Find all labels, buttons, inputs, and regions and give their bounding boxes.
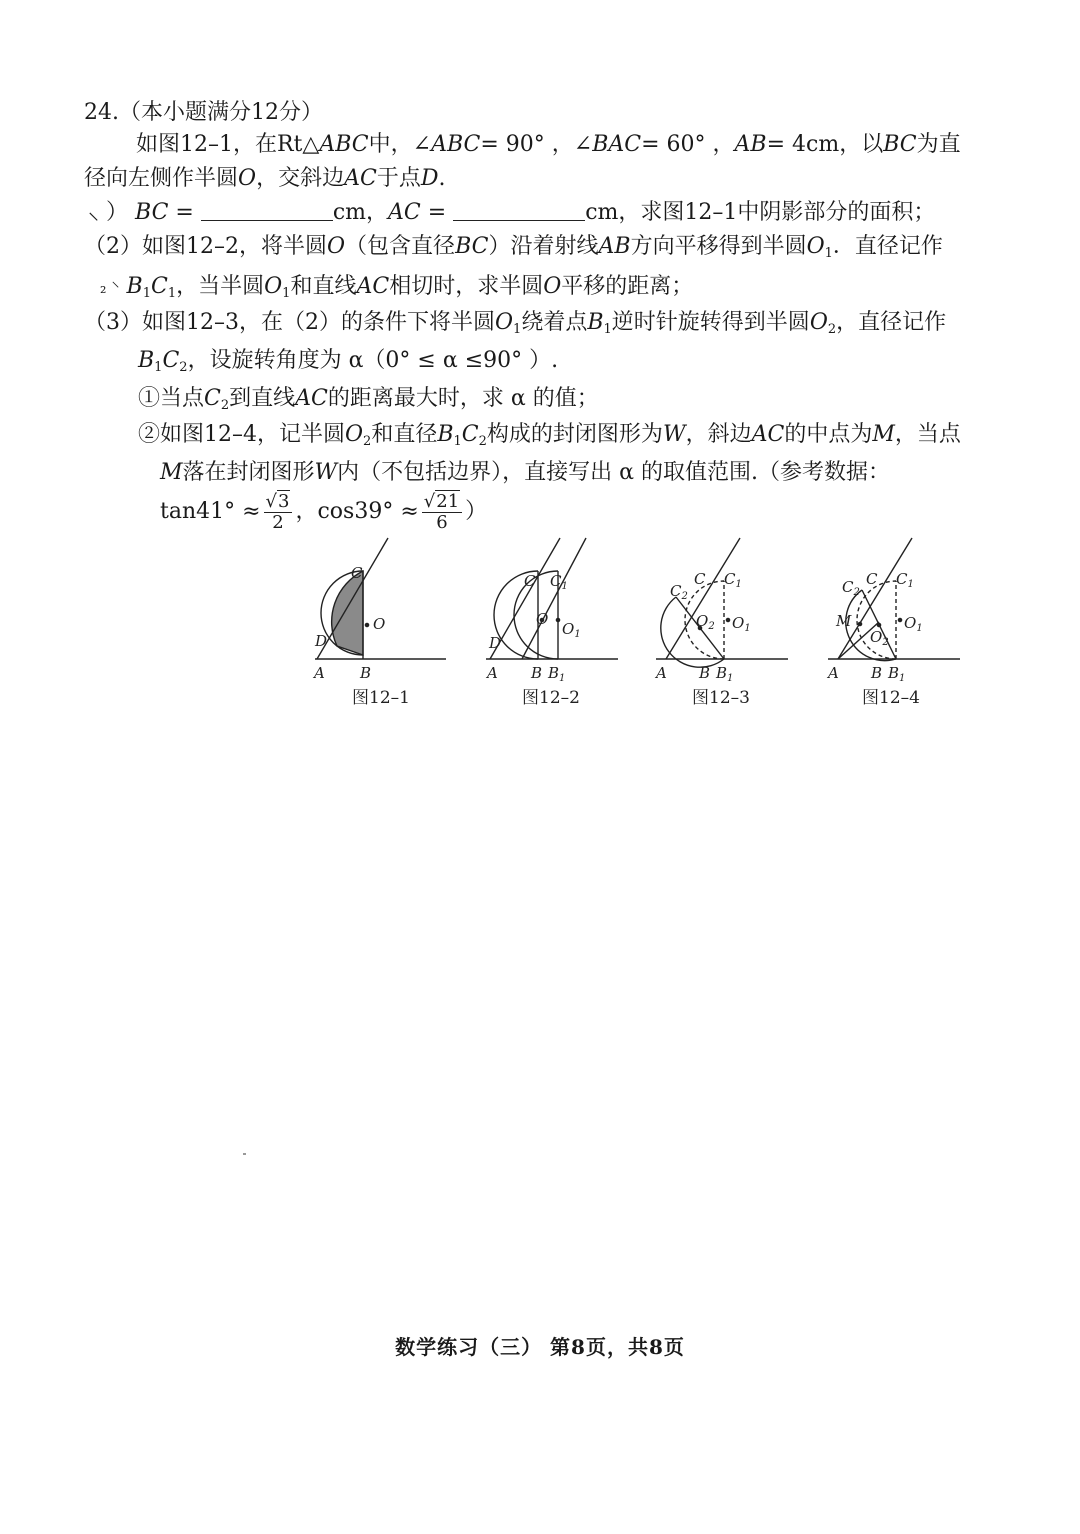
question-2-line-1 [84, 232, 943, 262]
text: . [438, 166, 446, 191]
label-c2: $C_2$ [842, 578, 860, 598]
label-d: D [489, 634, 502, 652]
label-c: C [866, 570, 878, 588]
text: 为直 [916, 132, 961, 157]
intro-line-2 [84, 164, 445, 194]
subscript: 2 [179, 360, 188, 375]
label-a: A [314, 664, 325, 682]
text: 方向平移得到半圆 [630, 234, 807, 259]
subscript: 2 [478, 434, 487, 449]
var-w: W [314, 460, 338, 485]
figure-12-1 [312, 538, 446, 708]
center-o1 [898, 618, 901, 621]
var-bac: BAC [592, 132, 642, 157]
var-c2: C [461, 422, 479, 447]
text: ）沿着射线 [488, 234, 599, 259]
var-o: O [543, 274, 562, 299]
var-m: M [872, 422, 895, 447]
question-1-mark: ⸜ ） [88, 200, 128, 225]
var-c1: C [150, 274, 168, 299]
question-1 [88, 198, 935, 228]
text: 内（不包括边界），直接写出 α 的取值范围.（参考数据： [337, 460, 891, 485]
var-c2: C [204, 386, 221, 411]
label-o1: $O_1$ [732, 614, 751, 634]
var-c2: C [162, 348, 180, 373]
center-o2 [877, 623, 880, 626]
page-footer: 数学练习（三） 第8页，共8页 [395, 1335, 685, 1359]
subscript: 2 [363, 434, 372, 449]
text: ．直径记作 [832, 234, 943, 259]
var-m: M [160, 460, 183, 485]
problem-header [84, 98, 323, 128]
var-b1: B [126, 274, 143, 299]
fraction-sqrt21-over-6: $\frac{√21}{6}$ [422, 492, 462, 533]
figure-12-3 [654, 538, 788, 708]
label-o1: $O_1$ [562, 620, 581, 640]
label-a: A [487, 664, 498, 682]
reference-data-line [160, 490, 487, 534]
question-3-line-2 [138, 346, 558, 376]
text: ，cos39° ≈ [295, 499, 419, 524]
text: 构成的封闭图形为 [486, 422, 663, 447]
text: ，直径记作 [836, 310, 947, 335]
center-o1 [726, 618, 729, 621]
subscript: 1 [824, 246, 833, 261]
fraction-sqrt3-over-2: $\frac{√3}{2}$ [264, 492, 293, 533]
var-b1: B [138, 348, 155, 373]
text: 径向左侧作半圆 [84, 166, 239, 191]
subscript: 2 [827, 322, 837, 337]
label-c: C [351, 564, 363, 582]
subscript: 1 [603, 322, 612, 337]
answer-blank-ac[interactable] [453, 200, 585, 221]
text: cm， [332, 200, 389, 225]
label-c: C [694, 570, 706, 588]
var-bc: BC [883, 132, 917, 157]
figure-12-2 [485, 538, 618, 708]
label-b: B [871, 664, 883, 682]
question-3-part-2-line-1 [138, 420, 961, 450]
text: 相切时，求半圆 [389, 274, 544, 299]
problem-number: 24. [84, 100, 119, 125]
problem-score: （本小题满分12分） [119, 100, 323, 125]
label-o2: $O_2$ [696, 612, 715, 632]
text: = 4cm，以 [766, 132, 884, 157]
intro-line-1 [136, 130, 961, 160]
text: ，当点 [894, 422, 961, 447]
text: cm，求图12–1中阴影部分的面积； [585, 200, 936, 225]
question-3-part-1 [138, 384, 599, 414]
text: ，当半圆 [176, 274, 265, 299]
fraction-numerator: 3 [278, 490, 290, 512]
line-parallel [522, 538, 586, 659]
text: 绕着点 [521, 310, 588, 335]
label-a: A [828, 664, 839, 682]
text: ①当点 [138, 386, 205, 411]
var-ab: AB [734, 132, 767, 157]
text: 和直线 [290, 274, 357, 299]
question-2-line-2 [100, 272, 693, 303]
text: = 60° ， [641, 132, 735, 157]
var-bc: BC [135, 200, 169, 225]
label-o: O [536, 610, 549, 628]
text: 中，∠ [368, 132, 432, 157]
text: （2）如图12–2，将半圆 [84, 234, 327, 259]
text: = [168, 200, 201, 225]
text: ） [465, 499, 488, 524]
var-b1: B [437, 422, 454, 447]
var-ac: AC [344, 166, 377, 191]
var-ac: AC [295, 386, 328, 411]
var-o: O [238, 166, 257, 191]
var-abc: ABC [431, 132, 481, 157]
var-ac: AC [388, 200, 421, 225]
text: = [420, 200, 454, 225]
subscript: 1 [282, 286, 291, 301]
text: = 90° ，∠ [480, 132, 593, 157]
text: ②如图12–4，记半圆 [138, 422, 345, 447]
var-o1: O [806, 234, 825, 259]
label-b: B [531, 664, 543, 682]
subscript: 1 [142, 286, 151, 301]
label-c1: $C_1$ [724, 570, 742, 590]
figures-row [300, 534, 980, 714]
point-m [858, 622, 861, 625]
label-c1: $C_1$ [550, 572, 568, 592]
subscript: 1 [513, 322, 522, 337]
var-o1: O [495, 310, 514, 335]
fraction-denominator: 2 [272, 511, 284, 533]
text: （包含直径 [345, 234, 456, 259]
figures-svg [300, 534, 980, 714]
text: 落在封闭图形 [182, 460, 315, 485]
var-b1: B [587, 310, 604, 335]
question-3-part-2-line-2 [160, 458, 890, 488]
answer-blank-bc[interactable] [201, 200, 333, 221]
var-ac: AC [751, 422, 785, 447]
label-b: B [699, 664, 711, 682]
text: 逆时针旋转得到半圆 [611, 310, 810, 335]
label-a: A [656, 664, 667, 682]
label-c1: $C_1$ [896, 570, 914, 590]
center-o [365, 623, 368, 626]
text: ，交斜边 [256, 166, 345, 191]
label-b1: $B_1$ [888, 664, 906, 684]
shaded-region [332, 571, 363, 655]
label-c: C [524, 572, 536, 590]
semicircle-o2 [846, 590, 896, 661]
subscript: 1 [453, 434, 462, 449]
scan-speck [243, 1153, 246, 1155]
text: 如图12–1，在Rt△ [136, 132, 320, 157]
text: ，斜边 [685, 422, 752, 447]
text: tan41° ≈ [160, 499, 261, 524]
label-o: O [373, 615, 386, 633]
fraction-numerator: 21 [436, 490, 460, 512]
label-o1: $O_1$ [904, 614, 923, 634]
label-b1: $B_1$ [716, 664, 734, 684]
text: 和直径 [371, 422, 438, 447]
label-o2: $O_2$ [870, 628, 889, 648]
fraction-denominator: 6 [436, 511, 448, 533]
label-b: B [360, 664, 372, 682]
var-o2: O [809, 310, 828, 335]
text: 的中点为 [784, 422, 873, 447]
var-d: D [420, 166, 439, 191]
var-bc: BC [455, 234, 489, 259]
subscript: 1 [154, 360, 163, 375]
semicircle-o2 [661, 597, 724, 667]
center-o1 [556, 618, 559, 621]
question-2-mark: ₂ ⸌ [100, 278, 120, 297]
label-c2: $C_2$ [670, 582, 688, 602]
question-3-line-1 [84, 308, 946, 338]
subscript: 1 [167, 286, 177, 301]
label-b1: $B_1$ [548, 664, 566, 684]
var-abc: ABC [319, 132, 369, 157]
text: 的距离最大时，求 α 的值； [327, 386, 599, 411]
var-ac: AC [356, 274, 390, 299]
text: 到直线 [229, 386, 296, 411]
label-m: M [836, 612, 852, 630]
text: （3）如图12–3，在（2）的条件下将半圆 [84, 310, 495, 335]
var-ab: AB [598, 234, 631, 259]
caption-12-4: 图12–4 [862, 688, 920, 708]
caption-12-1: 图12–1 [352, 688, 410, 708]
caption-12-2: 图12–2 [522, 688, 580, 708]
var-w: W [662, 422, 686, 447]
text: 于点 [376, 166, 421, 191]
var-o1: O [264, 274, 283, 299]
var-o2: O [345, 422, 364, 447]
figure-12-4 [826, 538, 960, 708]
text: 平移的距离； [561, 274, 694, 299]
var-o: O [327, 234, 346, 259]
text: ，设旋转角度为 α（0° ≤ α ≤90° ）. [187, 348, 559, 373]
subscript: 2 [220, 398, 230, 413]
caption-12-3: 图12–3 [692, 688, 750, 708]
label-d: D [315, 632, 328, 650]
